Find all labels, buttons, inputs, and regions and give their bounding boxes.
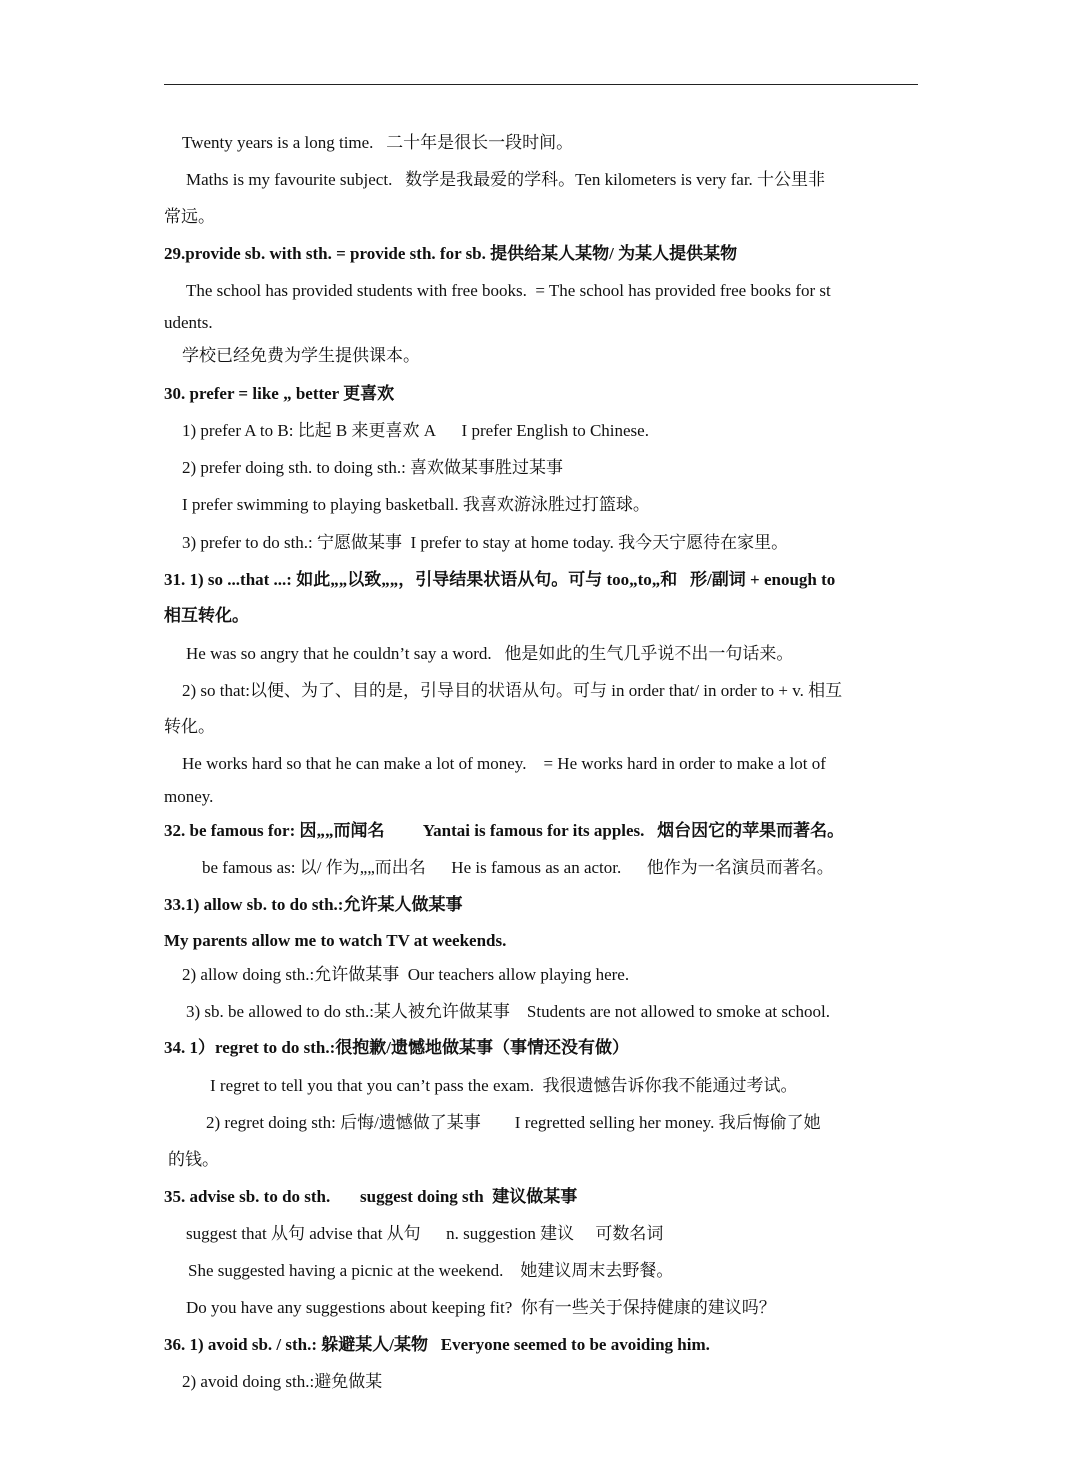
text-line: udents. (164, 313, 213, 332)
text-line: money. (164, 787, 214, 806)
text-line: Twenty years is a long time. 二十年是很长一段时间。 (182, 133, 574, 152)
text-line: 3) sb. be allowed to do sth.:某人被允许做某事 Students are not allowed to smoke at school. (186, 1002, 831, 1021)
text-line: I regret to tell you that you can’t pass the exam. 我很遗憾告诉你我不能通过考试。 (210, 1076, 798, 1095)
text-line: Do you have any suggestions about keeping fit? 你有一些关于保持健康的建议吗？ (186, 1298, 776, 1317)
header-rule (164, 84, 918, 85)
text-line: 2) prefer doing sth. to doing sth.: 喜欢做某事胜过某事 (182, 458, 564, 477)
text-line: 2) so that:以便、为了、目的是，引导目的状语从句。可与 in order that/ in order to + v. 相互 (182, 681, 843, 700)
section-heading: 32. be famous for: 因„„而闻名 Yantai is famous for its apples. 烟台因它的苹果而著名。 (164, 821, 845, 840)
text-line: 2) allow doing sth.:允许做某事 Our teachers allow playing here. (182, 965, 630, 984)
text-line: 2) regret doing sth: 后悔/遗憾做了某事 I regretted selling her money. 我后悔偷了她 (206, 1113, 821, 1132)
section-heading: 30. prefer = like „ better 更喜欢 (164, 384, 395, 403)
text-line: 学校已经免费为学生提供课本。 (182, 346, 420, 365)
text-line: be famous as: 以/ 作为„„而出名 He is famous as an actor. 他作为一名演员而著名。 (202, 858, 834, 877)
text-line: Maths is my favourite subject. 数学是我最爱的学科。Ten kilometers is very far. 十公里非 (186, 170, 826, 189)
text-line: The school has provided students with free books. = The school has provided free books for st (186, 281, 831, 300)
text-line: 3) prefer to do sth.: 宁愿做某事 I prefer to stay at home today. 我今天宁愿待在家里。 (182, 533, 789, 552)
section-heading: 相互转化。 (164, 606, 249, 625)
text-line: 1) prefer A to B: 比起 B 来更喜欢 A I prefer English to Chinese. (182, 421, 649, 440)
section-heading: 29.provide sb. with sth. = provide sth. for sb. 提供给某人某物/ 为某人提供某物 (164, 244, 738, 263)
section-heading: 33.1) allow sb. to do sth.:允许某人做某事 (164, 895, 463, 914)
section-heading: 36. 1) avoid sb. / sth.: 躲避某人/某物 Everyone seemed to be avoiding him. (164, 1335, 710, 1354)
text-line: 2) avoid doing sth.:避免做某 (182, 1372, 383, 1391)
section-heading: 34. 1）regret to do sth.:很抱歉/遗憾地做某事（事情还没有做） (164, 1038, 629, 1057)
section-heading: 35. advise sb. to do sth. suggest doing sth 建议做某事 (164, 1187, 578, 1206)
example-line: My parents allow me to watch TV at weekends. (164, 931, 507, 950)
section-heading: 31. 1) so ...that ...: 如此„„以致„„，引导结果状语从句。可与 too„to„和 形/副词 + enough to (164, 570, 836, 589)
text-line: 转化。 (164, 717, 215, 736)
text-line: He works hard so that he can make a lot of money. = He works hard in order to make a lot of (182, 754, 826, 773)
text-line: I prefer swimming to playing basketball. 我喜欢游泳胜过打篮球。 (182, 495, 650, 514)
text-line: suggest that 从句 advise that 从句 n. suggestion 建议 可数名词 (186, 1224, 664, 1243)
text-line: 的钱。 (168, 1150, 219, 1169)
text-line: 常远。 (164, 207, 215, 226)
text-line: He was so angry that he couldn’t say a word. 他是如此的生气几乎说不出一句话来。 (186, 644, 794, 663)
text-line: She suggested having a picnic at the weekend. 她建议周末去野餐。 (188, 1261, 674, 1280)
